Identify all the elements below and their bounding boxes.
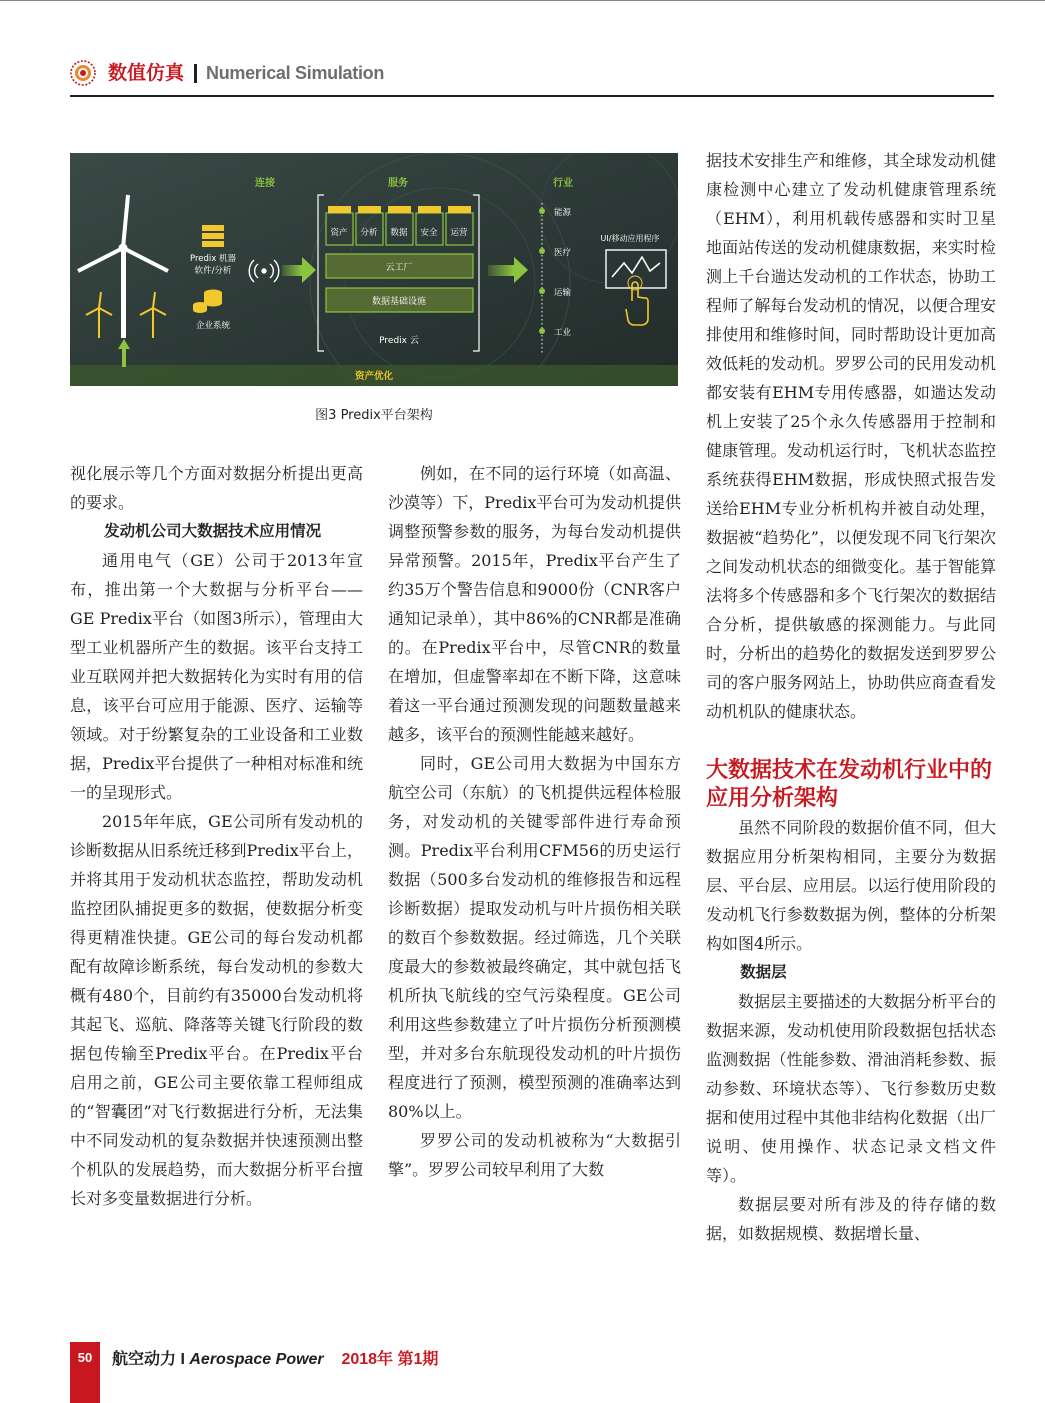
predix-architecture-figure	[70, 153, 678, 386]
figure-caption: 图3 Predix平台架构	[315, 408, 433, 423]
figure-label-asset-optimization: 资产优化	[354, 371, 394, 382]
svg-text:分析: 分析	[360, 228, 378, 238]
svg-text:资产: 资产	[330, 228, 348, 238]
col1-paragraph-3: 2015年年底，GE公司所有发动机的诊断数据从旧系统迁移到Predix平台上，并将其用于发动机状态监控，帮助发动机监控团队捕捉更多的数据，使数据分析变得更精准快捷。GE公司的每台发动机都配有故障诊断系统，每台发动机的参数大概有480个，目前约有35000台发动机将其起飞、巡航、降落等关键飞行阶段的数据包传输至Predix平台。在Predix平台启用之前，GE公司主要依靠工程师组成的“智囊团”对飞行数据进行分析，无法集中不同发动机的复杂数据并快速预测出整个机队的发展趋势，而大数据分析平台擅长对多变量数据进行分析。	[70, 812, 363, 1208]
col3-paragraph-4: 数据层要对所有涉及的待存储的数据，如数据规模、数据增长量、	[706, 1195, 996, 1243]
header-title-en: Numerical Simulation	[206, 63, 385, 83]
figure-label-enterprise: 企业系统	[195, 321, 231, 331]
text-column-3	[706, 146, 996, 1248]
col1-paragraph-2: 通用电气（GE）公司于2013年宣布，推出第一个大数据与分析平台——GE Predix平台（如图3所示），管理由大型工业机器所产生的数据。该平台支持工业互联网并把大数据转化为实时有用的信息，该平台可应用于能源、医疗、运输等领域。对于纷繁复杂的工业设备和工业数据，Predix平台提供了一种相对标准和统一的呈现形式。	[70, 551, 363, 802]
footer-separator: I	[180, 1351, 185, 1368]
figure-label-predix-cloud: Predix 云	[379, 336, 419, 346]
sun-logo-icon	[70, 60, 96, 86]
svg-text:运输: 运输	[554, 288, 572, 298]
data-infrastructure-box	[326, 288, 473, 312]
svg-text:能源: 能源	[554, 208, 572, 218]
svg-text:安全: 安全	[420, 228, 438, 238]
figure-label-machine: Predix 机器	[189, 254, 237, 264]
page-number: 50	[77, 1350, 93, 1365]
header-title-cn: 数值仿真	[108, 62, 185, 84]
col2-paragraph-2: 同时，GE公司用大数据为中国东方航空公司（东航）的飞机提供远程体检服务，对发动机的关键零部件进行寿命预测。Predix平台利用CFM56的历史运行数据（500多台发动机的维修报告和远程诊断数据）提取发动机与叶片损伤相关联的数百个参数数据。经过筛选，几个关联度最大的参数被最终确定，其中就包括飞机所执飞航线的空气污染程度。GE公司利用这些参数建立了叶片损伤分析预测模型，并对多台东航现役发动机的叶片损伤程度进行了预测，模型预测的准确率达到80%以上。	[388, 754, 681, 1121]
col1-paragraph-1: 视化展示等几个方面对数据分析提出更高的要求。	[70, 464, 363, 512]
figure-label-connect: 连接	[255, 178, 275, 189]
figure-label-services: 服务	[388, 178, 408, 189]
header-separator	[194, 64, 197, 83]
col2-paragraph-3: 罗罗公司的发动机被称为“大数据引擎”。罗罗公司较早利用了大数	[388, 1131, 681, 1179]
col1-subheading: 发动机公司大数据技术应用情况	[104, 522, 322, 540]
svg-text:数据基础设施: 数据基础设施	[371, 297, 427, 307]
header-rule	[70, 95, 994, 97]
col2-paragraph-1: 例如，在不同的运行环境（如高温、沙漠等）下，Predix平台可为发动机提供调整预警参数的服务，为每台发动机提供异常预警。2015年，Predix平台产生了约35万个警告信息和9000份（CNR客户通知记录单），其中86%的CNR都是准确的。在Predix平台中，尽管CNR的数量在增加，但虚警率却在不断下降，这意味着这一平台通过预测发现的问题数量越来越多，该平台的预测性能越来越好。	[388, 464, 681, 744]
svg-text:医疗: 医疗	[554, 248, 572, 258]
svg-text:云工厂: 云工厂	[385, 263, 413, 273]
figure-label-ui-app: UI/移动应用程序	[600, 234, 660, 243]
col3-paragraph-3: 数据层主要描述的大数据分析平台的数据来源，发动机使用阶段数据包括状态监测数据（性能参数、滑油消耗参数、振动参数、环境状态等）、飞行参数历史数据和使用过程中其他非结构化数据（出厂说明、使用操作、状态记录文档文件等）。	[706, 992, 996, 1185]
section-heading: 大数据技术在发动机行业中的应用分析架构	[706, 758, 993, 811]
figure-label-industry: 行业	[553, 178, 573, 189]
server-icon	[202, 225, 224, 247]
text-column-1	[70, 459, 363, 1213]
figure-label-machine2: 软件/分析	[194, 266, 232, 276]
footer-journal-en: Aerospace Power	[189, 1351, 324, 1368]
col3-paragraph-1: 据技术安排生产和维修，其全球发动机健康检测中心建立了发动机健康管理系统（EHM），利用机载传感器和实时卫星地面站传送的发动机健康数据，来实时检测上千台遄达发动机的工作状态，协助工程师了解每台发动机的情况，以便合理安排使用和维修时间，同时帮助设计更加高效低耗的发动机。罗罗公司的民用发动机都安装有EHM专用传感器，如遄达发动机上安装了25个永久传感器用于控制和健康管理。发动机运行时，飞机状态监控系统获得EHM数据，形成快照式报告发送给EHM专业分析机构并被自动处理，数据被“趋势化”，以便发现不同飞行架次之间发动机状态的细微变化。基于智能算法将多个传感器和多个飞行架次的数据结合分析，提供敏感的探测能力。与此同时，分析出的趋势化的数据发送到罗罗公司的客户服务网站上，协助供应商查看发动机机队的健康状态。	[706, 151, 996, 721]
svg-text:运营: 运营	[450, 228, 468, 238]
top-edge-line	[0, 0, 1045, 1]
svg-text:工业: 工业	[554, 328, 572, 338]
footer-journal	[112, 1346, 438, 1369]
col3-paragraph-2: 虽然不同阶段的数据价值不同，但大数据应用分析架构相同，主要分为数据层、平台层、应用层。以运行使用阶段的发动机飞行参数数据为例，整体的分析架构如图4所示。	[706, 818, 996, 953]
footer-journal-cn: 航空动力	[112, 1351, 177, 1368]
col3-subheading: 数据层	[740, 963, 787, 981]
cloud-factory-box	[326, 254, 473, 278]
page-header	[70, 58, 994, 90]
text-column-2	[388, 459, 681, 1184]
footer-issue: 2018年 第1期	[341, 1351, 439, 1368]
svg-text:数据: 数据	[390, 228, 408, 238]
